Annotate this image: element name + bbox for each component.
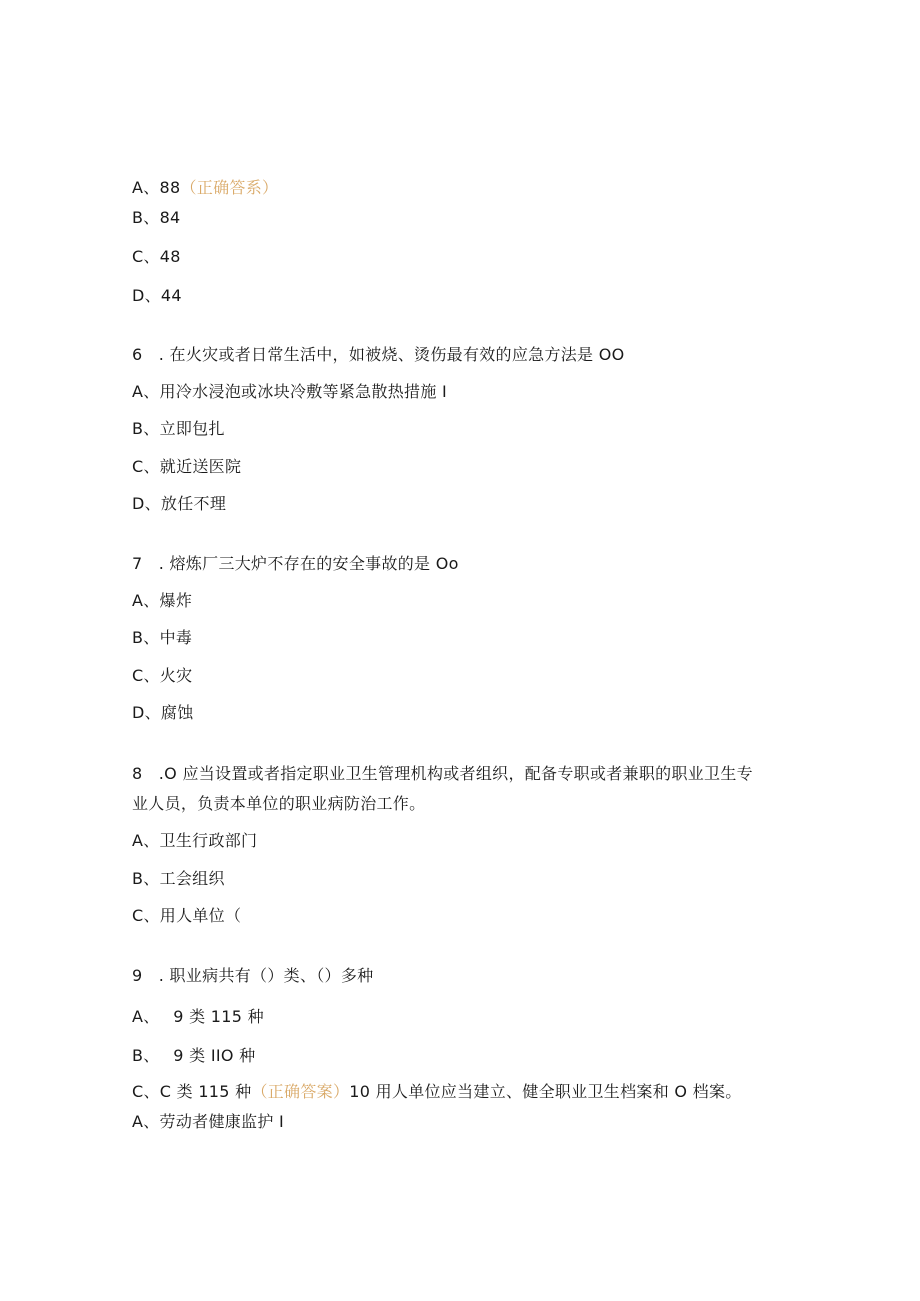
q8-question-line2: 业人员，负责本单位的职业病防治工作。 [132, 794, 426, 813]
q9-option-c-text: C、C 类 115 种 [132, 1082, 252, 1101]
q7-option-a: A、爆炸 [132, 591, 193, 610]
q6-question: 6 . 在火灾或者日常生活中，如被烧、烫伤最有效的应急方法是 OO [132, 345, 625, 364]
q7-option-c: C、火灾 [132, 666, 193, 685]
q5-option-a-text: A、88 [132, 178, 181, 197]
q9-option-b: B、 9 类 IIO 种 [132, 1046, 256, 1065]
q8-option-a: A、卫生行政部门 [132, 831, 258, 850]
q6-option-d: D、放任不理 [132, 494, 227, 513]
q5-option-d: D、44 [132, 286, 182, 305]
q8-question-line1: 8 .O 应当设置或者指定职业卫生管理机构或者组织，配备专职或者兼职的职业卫生专 [132, 764, 753, 783]
q9-option-a: A、 9 类 115 种 [132, 1007, 264, 1026]
q5-option-a [132, 178, 278, 198]
q5-option-b: B、84 [132, 208, 181, 227]
q7-question: 7 . 熔炼厂三大炉不存在的安全事故的是 Oo [132, 554, 459, 573]
q9-question: 9 . 职业病共有（）类、（）多种 [132, 966, 374, 985]
q7-option-d: D、腐蚀 [132, 703, 194, 722]
q10-question: 10 用人单位应当建立、健全职业卫生档案和 O 档案。 [349, 1082, 742, 1101]
q8-option-c: C、用人单位（ [132, 906, 242, 925]
q10-option-a: A、劳动者健康监护 I [132, 1112, 285, 1131]
q5-option-c: C、48 [132, 247, 181, 266]
q7-option-b: B、中毒 [132, 628, 193, 647]
q8-option-b: B、工会组织 [132, 869, 225, 888]
q9-option-c [132, 1082, 742, 1102]
q6-option-b: B、立即包扎 [132, 419, 225, 438]
q6-option-c: C、就近送医院 [132, 457, 242, 476]
q6-option-a: A、用冷水浸泡或冰块冷敷等紧急散热措施 I [132, 382, 448, 401]
q5-correct-answer-mark: （正确答系） [180, 178, 279, 197]
q9-correct-answer-mark: （正确答案） [251, 1082, 350, 1101]
